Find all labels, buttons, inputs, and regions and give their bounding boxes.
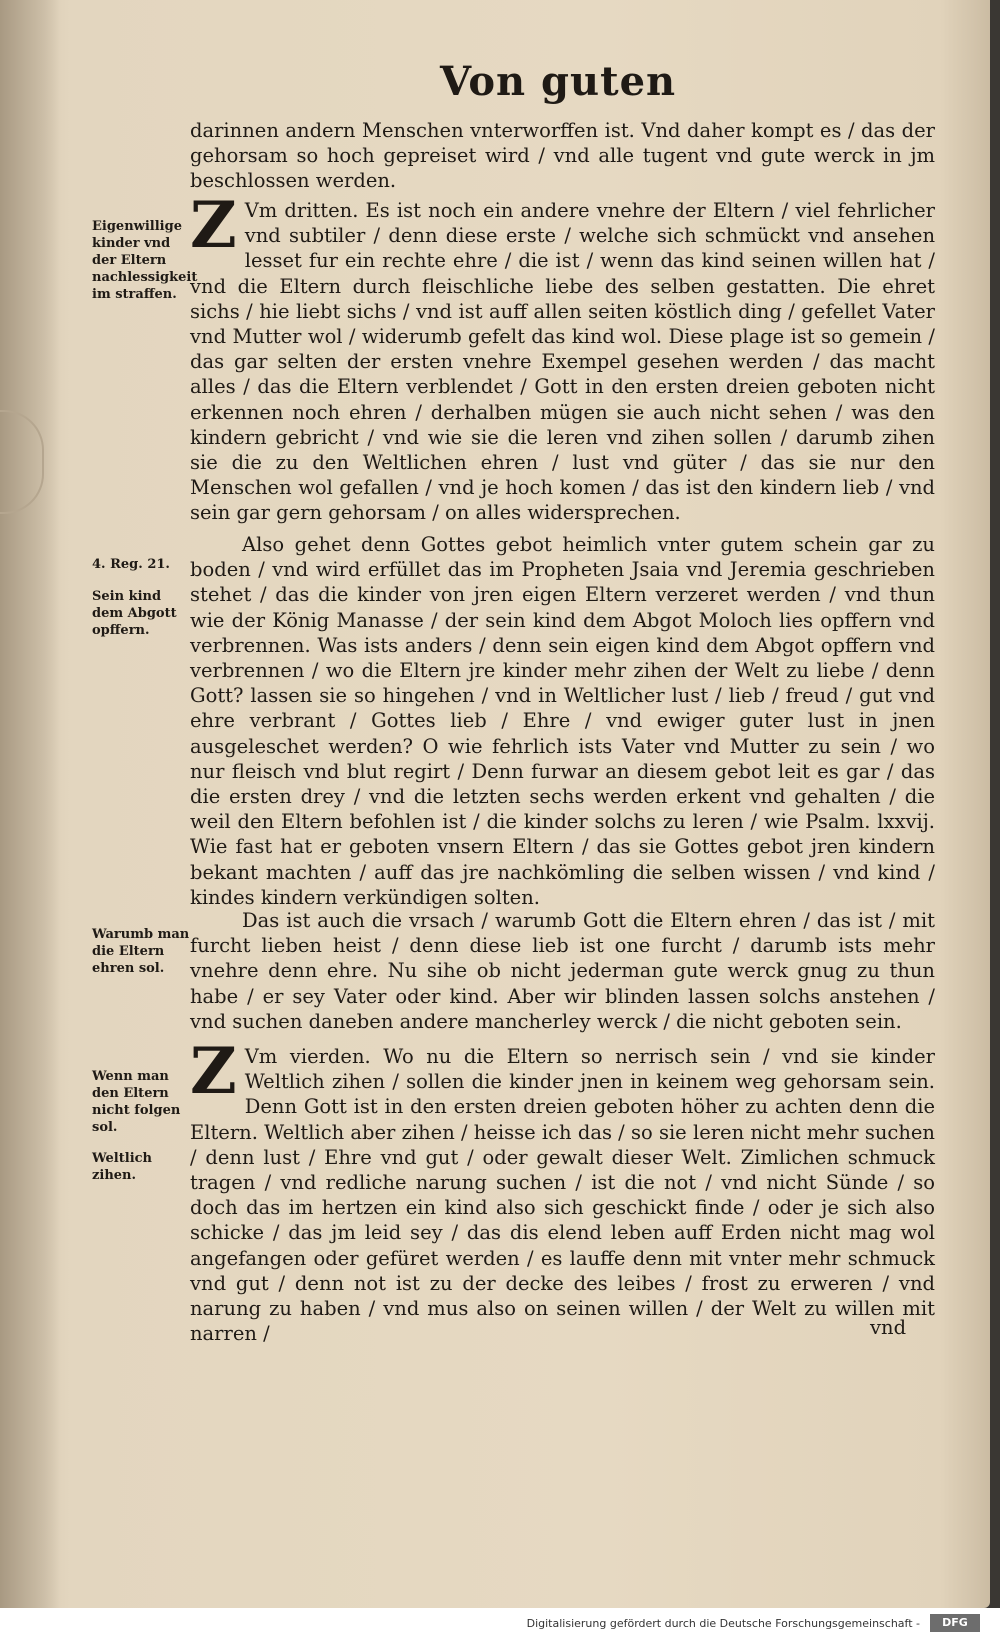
text-block-1	[190, 118, 935, 194]
text-block-4	[190, 908, 935, 1034]
marginal-gloss: Sein kind dem Abgott opffern.	[92, 589, 177, 638]
dropcap-initial: Z	[190, 1034, 237, 1109]
marginal-gloss: Wenn man den Eltern nicht folgen sol.	[92, 1069, 181, 1135]
paragraph: Das ist auch die vrsach / warumb Gott die Eltern ehren / das ist / mit furcht lieben heist / denn diese lieb ist one furcht / darumb ists mehr vnehre denn ehre. Nu sihe ob nicht jederman gute werck gnug zu thun habe / er sey Vater oder kind. Aber wir blinden lassen solchs anstehen / vnd suchen daneben andere mancherley werck / die nicht geboten sein.	[190, 909, 935, 1033]
running-header: Von guten	[440, 58, 677, 105]
text-block-5	[190, 1034, 935, 1346]
marginal-gloss: Weltlich zihen.	[92, 1151, 152, 1183]
paragraph-text: Vm vierden. Wo nu die Eltern so nerrisch sein / vnd sie kinder Weltlich zihen / sollen die kinder jnen in keinem weg gehorsam sein. Denn Gott ist in den ersten dreien geboten höher zu achten denn die Eltern. Weltlich aber zihen / heisse ich das / so sie leren nicht mehr suchen / denn lust / Ehre vnd gut / oder gewalt dieser Welt. Zimlichen schmuck tragen / vnd redliche narung suchen / ist die not / vnd nicht Sünde / so doch das im hertzen ein kind also sich geschickt finde / oder je sich also schicke / das jm leid sey / das dis elend leben auff Erden nicht mag wol angefangen oder gefüret werden / es lauffe denn mit vnter mehr schmuck vnd gut / denn not ist zu der decke des leibes / frost zu erweren / vnd narung zu haben / vnd mus also on seinen willen / der Welt zu willen mit narren /	[190, 1045, 935, 1346]
paragraph-text: Vm dritten. Es ist noch ein andere vnehre der Eltern / viel fehrlicher vnd subtiler / denn diese erste / welche sich schmückt vnd ansehen lesset fur ein rechte ehre / die ist / wenn das kind seinen willen hat / vnd die Eltern durch fleischliche liebe des selben gestatten. Die ehret sichs / hie liebt sichs / vnd ist auff allen seiten köstlich ding / gefellet Vater vnd Mutter wol / widerumb gefelt das kind wol. Diese plage ist so gemein / das gar selten der ersten vnehre Exempel gesehen werden / das macht alles / das die Eltern verblendet / Gott in den ersten dreien geboten nicht erkennen noch ehren / derhalben mügen sie auch nicht sehen / was den kindern gebricht / vnd wie sie die leren vnd zihen sollen / darumb zihen sie die zu den Weltlichen ehren / lust vnd güter / das sie nur den Menschen wol gefallen / vnd je hoch komen / das ist den kindern lieb / vnd sein gar gern gehorsam / on alles widersprechen.	[190, 199, 935, 525]
book-spine	[0, 0, 60, 1608]
marginal-gloss: Warumb man die Eltern ehren sol.	[92, 927, 190, 976]
footer-bar	[0, 1608, 1000, 1641]
text-block-3	[190, 532, 935, 910]
footer-credit: Digitalisierung gefördert durch die Deutsche Forschungsgemeinschaft -	[526, 1617, 920, 1630]
paragraph: Also gehet denn Gottes gebot heimlich vnter gutem schein gar zu boden / vnd wird erfüllet das im Propheten Jsaia vnd Jeremia geschrieben stehet / das die kinder von jren eigen Eltern verzeret werden / vnd thun wie der König Manasse / der sein kind dem Abgot Moloch lies opffern vnd verbrennen. Was ists anders / denn sein eigen kind dem Abgot opffern vnd verbrennen / wo die Eltern jre kinder mehr zihen der Welt zu liebe / denn Gott? lassen sie so hingehen / vnd in Weltlicher lust / lieb / freud / gut vnd ehre verbrant / Gottes lieb / Ehre / vnd ewiger guter lust in jnen ausgeleschet werden? O wie fehrlich ists Vater vnd Mutter zu sein / wo nur fleisch vnd blut regirt / Denn furwar an diesem gebot leit es gar / das die ersten drey / vnd die letzten sechs werden erkent vnd gehalten / die weil den Eltern befohlen ist / die kinder solchs zu leren / wie Psalm. lxxvij. Wie fast hat er geboten vnsern Eltern / das sie Gottes gebot jren kindern bekant machten / auff das jre nachkömling die selben wissen / vnd kind / kindes kindern verkündigen solten.	[190, 533, 935, 909]
dropcap-initial: Z	[190, 188, 237, 263]
marginal-gloss: Eigenwillige kinder vnd der Eltern nachlessigkeit im straffen.	[92, 219, 198, 302]
marginal-gloss: 4. Reg. 21.	[92, 557, 170, 572]
paragraph	[190, 1034, 935, 1346]
text-block-2	[190, 188, 935, 526]
paragraph	[190, 188, 935, 526]
catchword: vnd	[870, 1316, 907, 1339]
paragraph: darinnen andern Menschen vnterworffen ist. Vnd daher kompt es / das der gehorsam so hoch gepreiset wird / vnd alle tugent vnd gute werck in jm beschlossen werden.	[190, 119, 935, 193]
dfg-logo: DFG	[930, 1614, 980, 1632]
